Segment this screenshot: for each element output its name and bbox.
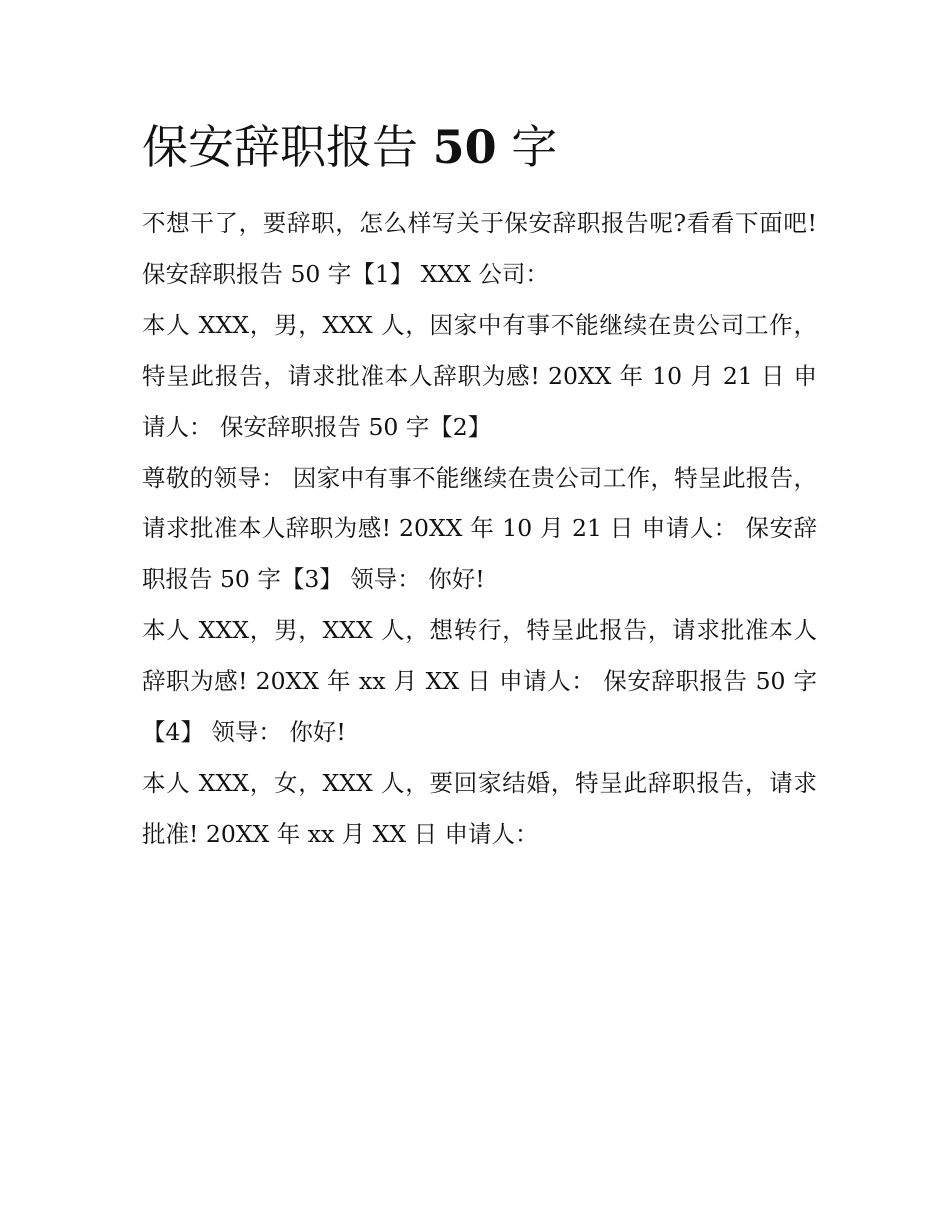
paragraph-intro: 不想干了，要辞职，怎么样写关于保安辞职报告呢?看看下面吧! 保安辞职报告 50 字【1】 XXX 公司：	[142, 209, 817, 288]
paragraph-letter-3: 本人 XXX，男，XXX 人，想转行，特呈此报告，请求批准本人辞职为感! 20XX 年 xx 月 XX 日 申请人： 保安辞职报告 50 字【4】 领导： 你好!	[142, 616, 817, 747]
paragraph-letter-1: 本人 XXX，男，XXX 人，因家中有事不能继续在贵公司工作，特呈此报告，请求批准本人辞职为感! 20XX 年 10 月 21 日 申请人： 保安辞职报告 50 字【2】	[142, 310, 817, 441]
title-text: 保安辞职报告	[142, 120, 418, 174]
document-body	[142, 198, 817, 860]
paragraph-letter-4: 本人 XXX，女，XXX 人，要回家结婚，特呈此辞职报告，请求批准! 20XX 年 xx 月 XX 日 申请人：	[142, 768, 817, 848]
title-suffix: 字	[511, 120, 558, 174]
document-title	[142, 112, 557, 182]
paragraph-letter-2: 尊敬的领导： 因家中有事不能继续在贵公司工作，特呈此报告，请求批准本人辞职为感! 20XX 年 10 月 21 日 申请人： 保安辞职报告 50 字【3】 领导： 你好!	[142, 463, 817, 594]
title-number: 50	[432, 120, 497, 174]
